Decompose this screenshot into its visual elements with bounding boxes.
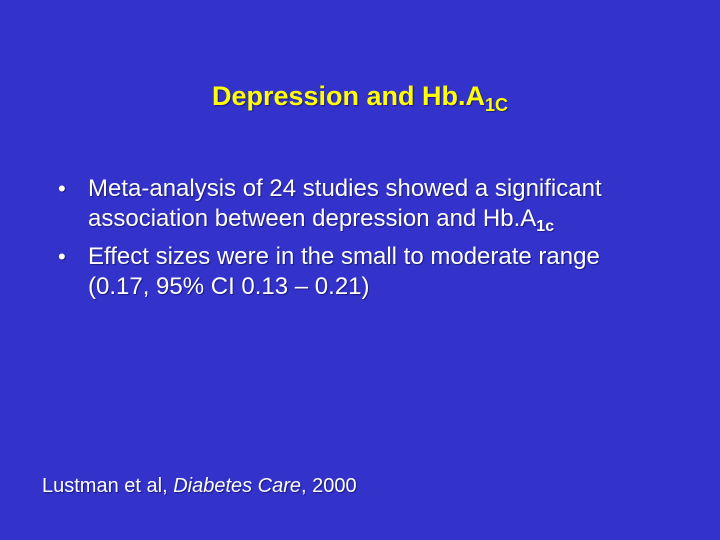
bullet-item: [58, 174, 658, 242]
bullet-text: Effect sizes were in the small to moderate range (0.17, 95% CI 0.13 – 0.21): [88, 243, 600, 300]
slide-title-subscript: 1C: [485, 95, 509, 115]
bullet-marker: •: [58, 176, 66, 201]
citation-year: , 2000: [301, 475, 357, 497]
bullet-subscript: 1c: [536, 218, 555, 235]
bullet-list: [58, 174, 658, 310]
citation-authors: Lustman et al,: [42, 475, 174, 497]
bullet-marker: •: [58, 244, 66, 269]
citation-journal: Diabetes Care: [173, 475, 302, 497]
bullet-text: Meta-analysis of 24 studies showed a significant association between depression and Hb.A: [88, 175, 602, 232]
slide-title-text: Depression and Hb.A: [211, 81, 486, 111]
bullet-item: [58, 242, 658, 310]
slide-title: [0, 78, 720, 123]
citation: [42, 472, 357, 500]
